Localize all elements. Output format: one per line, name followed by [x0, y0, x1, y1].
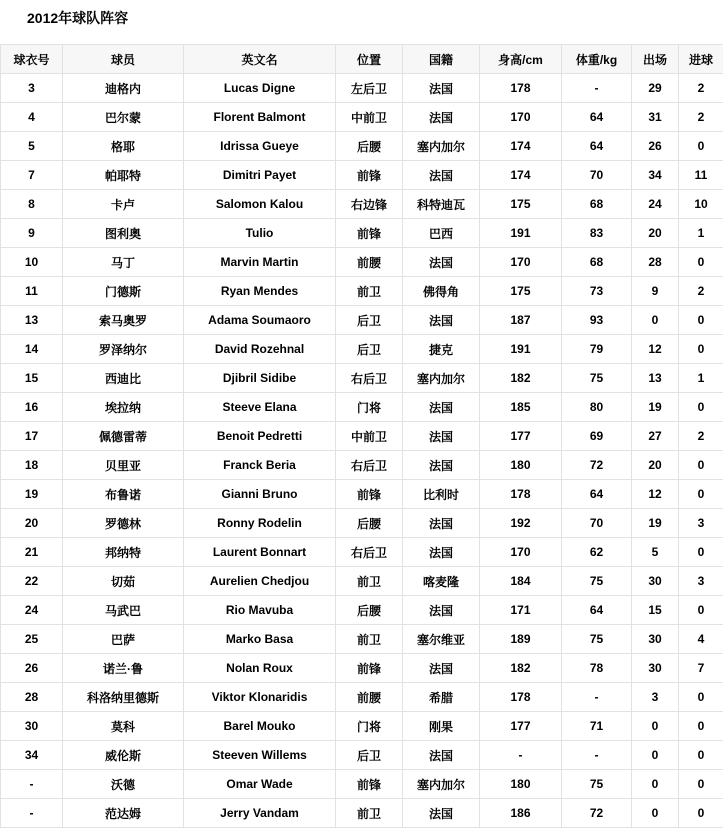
table-cell: 3 [679, 567, 723, 596]
table-cell: - [562, 683, 632, 712]
table-cell: - [1, 770, 63, 799]
table-cell: 93 [562, 306, 632, 335]
table-cell: Laurent Bonnart [184, 538, 336, 567]
table-cell: 19 [1, 480, 63, 509]
table-cell: 5 [632, 538, 679, 567]
table-cell: 9 [1, 219, 63, 248]
table-cell: 前锋 [336, 654, 403, 683]
table-cell: 22 [1, 567, 63, 596]
table-cell: Ronny Rodelin [184, 509, 336, 538]
table-cell: 10 [679, 190, 723, 219]
table-cell: 18 [1, 451, 63, 480]
table-cell: 180 [480, 451, 562, 480]
table-cell: Jerry Vandam [184, 799, 336, 828]
table-cell: 西迪比 [63, 364, 184, 393]
table-cell: 迪格内 [63, 74, 184, 103]
table-cell: 4 [679, 625, 723, 654]
table-row [1, 103, 723, 132]
table-header-row [1, 45, 723, 74]
table-cell: 15 [1, 364, 63, 393]
table-cell: 刚果 [403, 712, 480, 741]
table-cell: 科洛纳里德斯 [63, 683, 184, 712]
table-cell: 格耶 [63, 132, 184, 161]
table-cell: 捷克 [403, 335, 480, 364]
table-cell: 75 [562, 770, 632, 799]
table-row [1, 712, 723, 741]
table-cell: 塞内加尔 [403, 770, 480, 799]
table-cell: 塞尔维亚 [403, 625, 480, 654]
table-cell: 中前卫 [336, 422, 403, 451]
table-cell: 28 [632, 248, 679, 277]
table-cell: Marvin Martin [184, 248, 336, 277]
table-cell: 24 [1, 596, 63, 625]
table-cell: 12 [632, 480, 679, 509]
table-cell: 范达姆 [63, 799, 184, 828]
table-cell: 34 [1, 741, 63, 770]
table-cell: 喀麦隆 [403, 567, 480, 596]
table-cell: 25 [1, 625, 63, 654]
table-cell: 巴西 [403, 219, 480, 248]
table-cell: 3 [679, 509, 723, 538]
table-cell: 后卫 [336, 741, 403, 770]
table-cell: 170 [480, 538, 562, 567]
table-cell: 27 [632, 422, 679, 451]
table-cell: 192 [480, 509, 562, 538]
table-cell: 0 [679, 306, 723, 335]
table-cell: 埃拉纳 [63, 393, 184, 422]
table-row [1, 190, 723, 219]
table-cell: Gianni Bruno [184, 480, 336, 509]
table-cell: 3 [1, 74, 63, 103]
table-cell: 1 [679, 219, 723, 248]
table-cell: 2 [679, 422, 723, 451]
table-cell: 切茹 [63, 567, 184, 596]
table-cell: 30 [632, 654, 679, 683]
table-cell: 卡卢 [63, 190, 184, 219]
table-cell: 0 [679, 712, 723, 741]
table-cell: 0 [679, 799, 723, 828]
table-row [1, 538, 723, 567]
table-cell: 希腊 [403, 683, 480, 712]
table-cell: 68 [562, 248, 632, 277]
table-cell: 62 [562, 538, 632, 567]
table-cell: 2 [679, 103, 723, 132]
table-cell: 法国 [403, 451, 480, 480]
table-cell: 11 [1, 277, 63, 306]
table-cell: 法国 [403, 393, 480, 422]
table-cell: Dimitri Payet [184, 161, 336, 190]
table-cell: 0 [679, 683, 723, 712]
table-cell: 28 [1, 683, 63, 712]
table-cell: 前卫 [336, 567, 403, 596]
table-cell: Lucas Digne [184, 74, 336, 103]
table-cell: Benoit Pedretti [184, 422, 336, 451]
table-cell: 佩德雷蒂 [63, 422, 184, 451]
table-cell: 71 [562, 712, 632, 741]
table-cell: 30 [1, 712, 63, 741]
table-cell: Djibril Sidibe [184, 364, 336, 393]
table-cell: 177 [480, 422, 562, 451]
table-cell: 帕耶特 [63, 161, 184, 190]
column-header: 球员 [63, 45, 184, 74]
table-row [1, 219, 723, 248]
table-cell: 前锋 [336, 480, 403, 509]
table-cell: Florent Balmont [184, 103, 336, 132]
table-cell: 沃德 [63, 770, 184, 799]
table-cell: 4 [1, 103, 63, 132]
table-row [1, 393, 723, 422]
table-cell: 法国 [403, 161, 480, 190]
table-row [1, 625, 723, 654]
table-cell: 20 [632, 451, 679, 480]
table-cell: 左后卫 [336, 74, 403, 103]
table-cell: 182 [480, 654, 562, 683]
table-row [1, 596, 723, 625]
table-cell: 83 [562, 219, 632, 248]
table-cell: 法国 [403, 248, 480, 277]
table-cell: 门德斯 [63, 277, 184, 306]
table-cell: 0 [679, 596, 723, 625]
table-row [1, 422, 723, 451]
table-cell: 门将 [336, 712, 403, 741]
table-cell: 右后卫 [336, 451, 403, 480]
table-cell: 邦纳特 [63, 538, 184, 567]
table-body [1, 74, 723, 828]
table-cell: - [562, 741, 632, 770]
table-cell: 0 [679, 393, 723, 422]
table-cell: 前锋 [336, 219, 403, 248]
table-cell: 后腰 [336, 132, 403, 161]
table-row [1, 654, 723, 683]
table-cell: 182 [480, 364, 562, 393]
table-cell: 0 [632, 770, 679, 799]
table-row [1, 480, 723, 509]
table-row [1, 509, 723, 538]
table-cell: 75 [562, 567, 632, 596]
table-cell: Tulio [184, 219, 336, 248]
column-header: 体重/kg [562, 45, 632, 74]
table-cell: 29 [632, 74, 679, 103]
table-cell: 塞内加尔 [403, 364, 480, 393]
table-cell: 前锋 [336, 770, 403, 799]
table-cell: 178 [480, 480, 562, 509]
table-cell: 诺兰·鲁 [63, 654, 184, 683]
table-cell: 中前卫 [336, 103, 403, 132]
table-cell: 1 [679, 364, 723, 393]
table-cell: 174 [480, 132, 562, 161]
table-cell: 法国 [403, 741, 480, 770]
table-cell: 73 [562, 277, 632, 306]
table-cell: 法国 [403, 74, 480, 103]
table-cell: 0 [679, 480, 723, 509]
table-cell: Franck Beria [184, 451, 336, 480]
table-cell: 30 [632, 567, 679, 596]
table-cell: 75 [562, 625, 632, 654]
table-cell: 比利时 [403, 480, 480, 509]
table-cell: 0 [679, 335, 723, 364]
column-header: 国籍 [403, 45, 480, 74]
table-cell: 171 [480, 596, 562, 625]
table-cell: 法国 [403, 103, 480, 132]
table-row [1, 277, 723, 306]
table-cell: 68 [562, 190, 632, 219]
table-cell: 19 [632, 393, 679, 422]
table-cell: 9 [632, 277, 679, 306]
table-cell: 法国 [403, 509, 480, 538]
table-cell: 64 [562, 103, 632, 132]
table-cell: 72 [562, 799, 632, 828]
table-cell: 右后卫 [336, 538, 403, 567]
table-cell: 3 [632, 683, 679, 712]
table-cell: 5 [1, 132, 63, 161]
page-title: 2012年球队阵容 [27, 10, 129, 26]
table-cell: 64 [562, 132, 632, 161]
table-cell: 19 [632, 509, 679, 538]
table-cell: 右后卫 [336, 364, 403, 393]
table-cell: 巴尔蒙 [63, 103, 184, 132]
table-cell: 马丁 [63, 248, 184, 277]
table-row [1, 248, 723, 277]
table-cell: 21 [1, 538, 63, 567]
table-row [1, 451, 723, 480]
table-cell: 180 [480, 770, 562, 799]
table-cell: 34 [632, 161, 679, 190]
table-cell: 后腰 [336, 509, 403, 538]
table-cell: 罗泽纳尔 [63, 335, 184, 364]
table-cell: 后卫 [336, 306, 403, 335]
column-header: 进球 [679, 45, 723, 74]
table-cell: 178 [480, 683, 562, 712]
table-cell: 0 [679, 538, 723, 567]
table-cell: 80 [562, 393, 632, 422]
table-cell: 187 [480, 306, 562, 335]
table-row [1, 132, 723, 161]
table-cell: 0 [679, 770, 723, 799]
table-cell: 0 [632, 712, 679, 741]
table-cell: 佛得角 [403, 277, 480, 306]
table-cell: 威伦斯 [63, 741, 184, 770]
table-cell: 26 [1, 654, 63, 683]
table-cell: 2 [679, 277, 723, 306]
table-cell: 前腰 [336, 683, 403, 712]
table-cell: 20 [1, 509, 63, 538]
table-cell: Idrissa Gueye [184, 132, 336, 161]
table-cell: 前卫 [336, 277, 403, 306]
table-cell: 64 [562, 596, 632, 625]
column-header: 出场 [632, 45, 679, 74]
table-cell: 10 [1, 248, 63, 277]
table-cell: - [480, 741, 562, 770]
table-cell: Barel Mouko [184, 712, 336, 741]
table-row [1, 683, 723, 712]
table-cell: Steeve Elana [184, 393, 336, 422]
table-cell: 17 [1, 422, 63, 451]
table-cell: Salomon Kalou [184, 190, 336, 219]
table-cell: 175 [480, 277, 562, 306]
table-cell: 16 [1, 393, 63, 422]
table-row [1, 306, 723, 335]
table-cell: Omar Wade [184, 770, 336, 799]
table-cell: 178 [480, 74, 562, 103]
table-cell: - [562, 74, 632, 103]
table-cell: 法国 [403, 799, 480, 828]
column-header: 位置 [336, 45, 403, 74]
table-cell: 门将 [336, 393, 403, 422]
table-cell: 191 [480, 335, 562, 364]
table-cell: 0 [632, 799, 679, 828]
table-cell: Aurelien Chedjou [184, 567, 336, 596]
table-cell: 0 [679, 248, 723, 277]
column-header: 身高/cm [480, 45, 562, 74]
table-cell: 26 [632, 132, 679, 161]
table-cell: 186 [480, 799, 562, 828]
table-cell: 0 [679, 741, 723, 770]
table-cell: 贝里亚 [63, 451, 184, 480]
table-cell: 70 [562, 509, 632, 538]
table-cell: 72 [562, 451, 632, 480]
table-cell: 11 [679, 161, 723, 190]
table-row [1, 799, 723, 828]
table-cell: 189 [480, 625, 562, 654]
table-cell: 法国 [403, 306, 480, 335]
table-cell: - [1, 799, 63, 828]
table-cell: 12 [632, 335, 679, 364]
table-cell: 170 [480, 248, 562, 277]
column-header: 英文名 [184, 45, 336, 74]
table-cell: 185 [480, 393, 562, 422]
table-cell: 13 [632, 364, 679, 393]
table-cell: 前卫 [336, 625, 403, 654]
table-cell: 巴萨 [63, 625, 184, 654]
table-cell: 78 [562, 654, 632, 683]
table-cell: 8 [1, 190, 63, 219]
table-cell: Ryan Mendes [184, 277, 336, 306]
table-cell: 0 [632, 741, 679, 770]
table-cell: 0 [679, 451, 723, 480]
table-cell: 13 [1, 306, 63, 335]
table-cell: 莫科 [63, 712, 184, 741]
table-cell: David Rozehnal [184, 335, 336, 364]
table-cell: 14 [1, 335, 63, 364]
table-cell: 后腰 [336, 596, 403, 625]
table-cell: 前卫 [336, 799, 403, 828]
table-cell: 布鲁诺 [63, 480, 184, 509]
table-row [1, 741, 723, 770]
table-cell: 图利奥 [63, 219, 184, 248]
table-row [1, 161, 723, 190]
table-cell: 法国 [403, 422, 480, 451]
table-cell: 69 [562, 422, 632, 451]
table-cell: 31 [632, 103, 679, 132]
table-cell: Adama Soumaoro [184, 306, 336, 335]
table-cell: 70 [562, 161, 632, 190]
table-cell: 175 [480, 190, 562, 219]
table-cell: Steeven Willems [184, 741, 336, 770]
table-cell: 法国 [403, 596, 480, 625]
table-cell: 75 [562, 364, 632, 393]
table-cell: 右边锋 [336, 190, 403, 219]
table-cell: 科特迪瓦 [403, 190, 480, 219]
table-cell: 罗德林 [63, 509, 184, 538]
table-cell: 索马奥罗 [63, 306, 184, 335]
table-cell: Nolan Roux [184, 654, 336, 683]
table-cell: 79 [562, 335, 632, 364]
table-cell: 塞内加尔 [403, 132, 480, 161]
table-cell: 法国 [403, 538, 480, 567]
table-cell: 191 [480, 219, 562, 248]
table-cell: 7 [679, 654, 723, 683]
table-cell: 法国 [403, 654, 480, 683]
table-cell: Viktor Klonaridis [184, 683, 336, 712]
table-row [1, 335, 723, 364]
table-cell: 20 [632, 219, 679, 248]
table-cell: 前腰 [336, 248, 403, 277]
table-cell: 0 [632, 306, 679, 335]
table-cell: Marko Basa [184, 625, 336, 654]
table-cell: 2 [679, 74, 723, 103]
column-header: 球衣号 [1, 45, 63, 74]
table-row [1, 770, 723, 799]
table-cell: 184 [480, 567, 562, 596]
table-cell: Rio Mavuba [184, 596, 336, 625]
table-row [1, 567, 723, 596]
table-cell: 马武巴 [63, 596, 184, 625]
table-cell: 7 [1, 161, 63, 190]
table-cell: 177 [480, 712, 562, 741]
table-cell: 30 [632, 625, 679, 654]
roster-table [0, 44, 723, 828]
table-cell: 170 [480, 103, 562, 132]
table-row [1, 364, 723, 393]
table-cell: 64 [562, 480, 632, 509]
table-cell: 15 [632, 596, 679, 625]
table-cell: 前锋 [336, 161, 403, 190]
table-cell: 174 [480, 161, 562, 190]
table-row [1, 74, 723, 103]
table-cell: 24 [632, 190, 679, 219]
table-cell: 后卫 [336, 335, 403, 364]
table-cell: 0 [679, 132, 723, 161]
